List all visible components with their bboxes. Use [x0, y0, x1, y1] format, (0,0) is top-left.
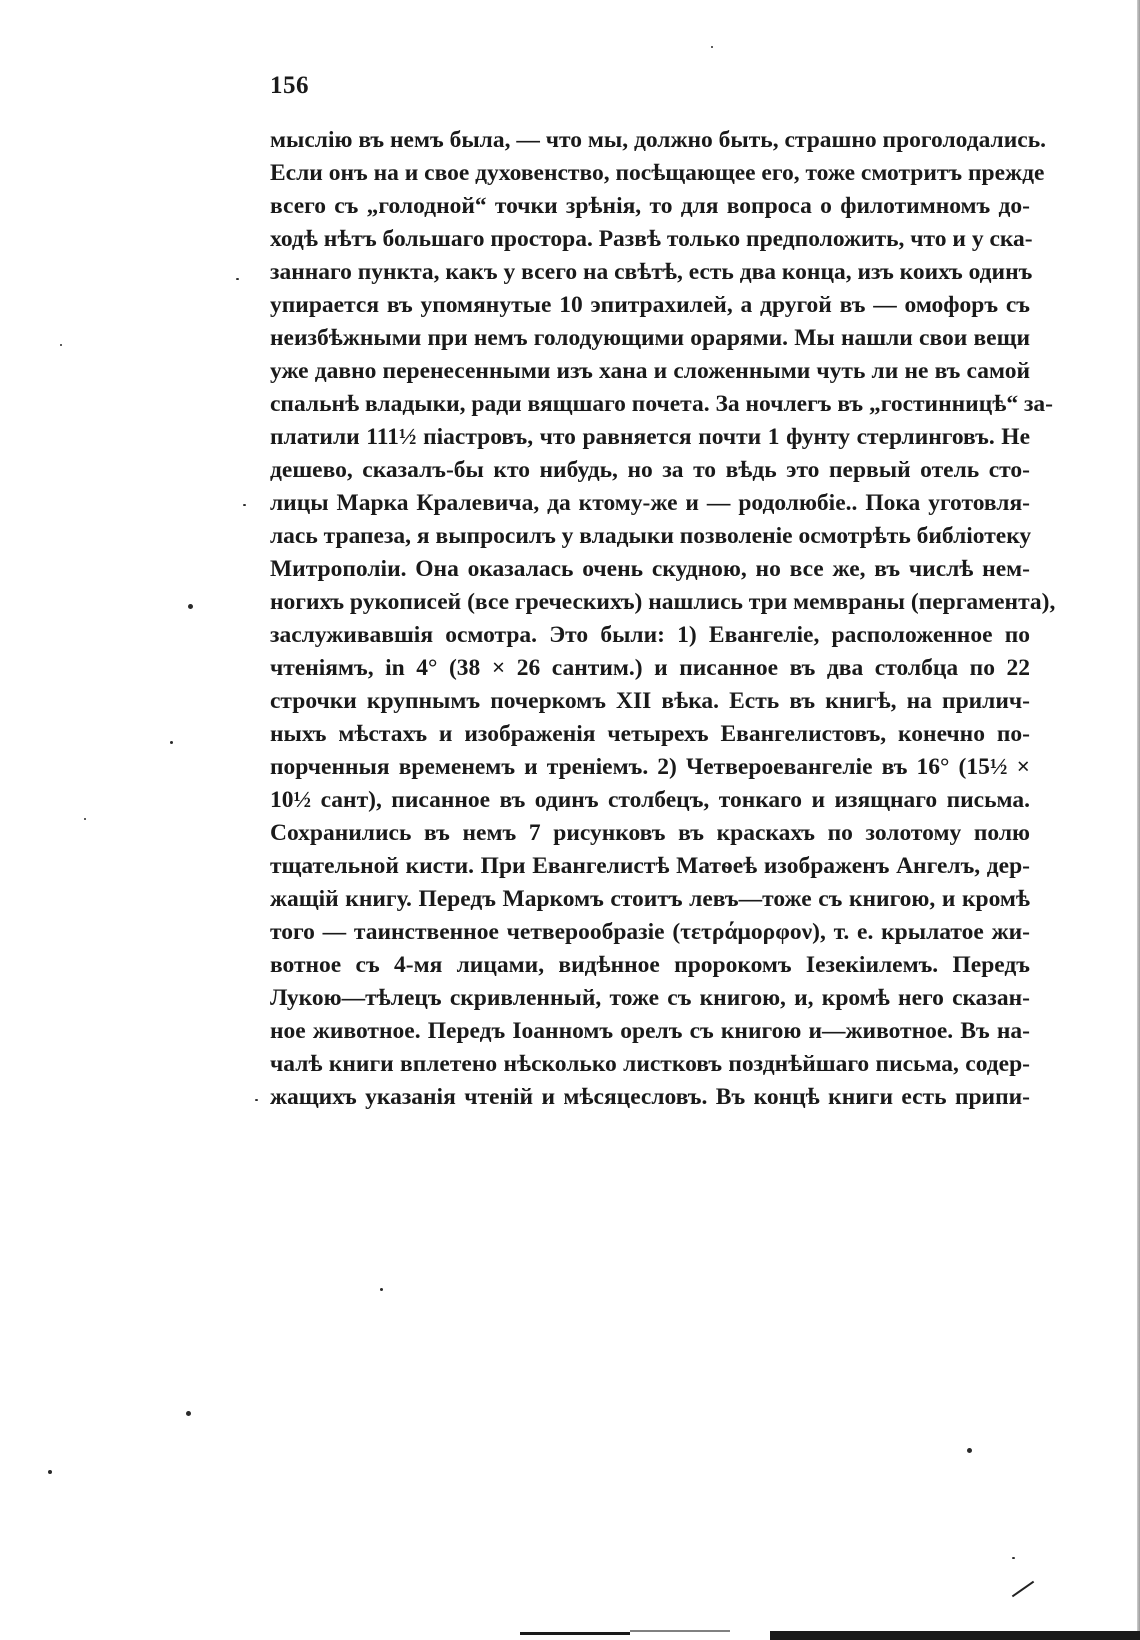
- body-text: [270, 124, 1056, 1114]
- text-line: ногихъ рукописей (все греческихъ) нашлись три мемвраны (пергамента),: [270, 589, 1056, 615]
- text-line: ходѣ нѣтъ большаго простора. Развѣ только предположить, что и у ска-: [270, 226, 1033, 252]
- page-number: 156: [270, 72, 309, 99]
- text-line: упирается въ упомянутые 10 эпитрахилей, а другой въ — омофоръ съ: [270, 292, 1030, 318]
- scan-speck: [1012, 1557, 1015, 1559]
- text-line: Если онъ на и свое духовенство, посѣщающее его, тоже смотритъ прежде: [270, 160, 1045, 186]
- scan-speck: [380, 1288, 383, 1291]
- text-line: строчки крупнымъ почеркомъ XII вѣка. Есть въ книгѣ, на прилич-: [270, 688, 1030, 714]
- text-line: вотное съ 4-мя лицами, видѣнное пророкомъ Іезекіилемъ. Передъ: [270, 952, 1030, 978]
- scan-speck: [60, 344, 62, 346]
- text-line: того — таинственное четверообразіе (τετράμορφον), т. е. крылатое жи-: [270, 919, 1030, 945]
- scan-stroke-mark: [1012, 1581, 1034, 1598]
- text-line: жащій книгу. Передъ Маркомъ стоитъ левъ—тоже съ книгою, и кромѣ: [270, 886, 1030, 912]
- text-line: всего съ „голодной“ точки зрѣнія, то для вопроса о филотимномъ до-: [270, 193, 1030, 219]
- scan-speck: [243, 504, 246, 506]
- text-line: жащихъ указанія чтеній и мѣсяцесловъ. Въ концѣ книги есть припи-: [270, 1084, 1030, 1110]
- scan-speck: [236, 278, 239, 280]
- text-line: лицы Марка Кралевича, да ктому-же и — родолюбіе.. Пока уготовля-: [270, 490, 1030, 516]
- scan-speck: [48, 1470, 52, 1474]
- scan-speck: [188, 604, 193, 609]
- scan-speck: [84, 818, 86, 820]
- text-line: порченныя временемъ и треніемъ. 2) Четвероевангеліе въ 16° (15½ ×: [270, 754, 1030, 780]
- text-line: тщательной кисти. При Евангелистѣ Матѳеѣ изображенъ Ангелъ, дер-: [270, 853, 1030, 879]
- scan-speck: [170, 741, 173, 744]
- text-line: спальнѣ владыки, ради вящшаго почета. За ночлегъ въ „гостинницѣ“ за-: [270, 391, 1054, 417]
- text-line: чтеніямъ, in 4° (38 × 26 сантим.) и писанное въ два столбца по 22: [270, 655, 1030, 681]
- text-line: Митрополіи. Она оказалась очень скудною, но все же, въ числѣ нем-: [270, 556, 1030, 582]
- scan-edge-mark: [770, 1631, 1140, 1640]
- text-line: заннаго пункта, какъ у всего на свѣтѣ, есть два конца, изъ коихъ одинъ: [270, 259, 1033, 285]
- text-line: заслуживавшія осмотра. Это были: 1) Евангеліе, расположенное по: [270, 622, 1030, 648]
- text-line: неизбѣжными при немъ голодующими орарями. Мы нашли свои вещи: [270, 325, 1030, 351]
- text-line: ное животное. Передъ Іоанномъ орелъ съ книгою и—животное. Въ на-: [270, 1018, 1030, 1044]
- text-line: ныхъ мѣстахъ и изображенія четырехъ Евангелистовъ, конечно по-: [270, 721, 1030, 747]
- scan-edge-mark: [630, 1630, 730, 1632]
- scan-speck: [967, 1448, 972, 1453]
- text-line: 10½ сант), писанное въ одинъ столбецъ, тонкаго и изящнаго письма.: [270, 787, 1030, 813]
- text-line: лась трапеза, я выпросилъ у владыки позволеніе осмотрѣть библіотеку: [270, 523, 1032, 549]
- scan-speck: [255, 1099, 258, 1101]
- text-line: дешево, сказалъ-бы кто нибудь, но за то вѣдь это первый отель сто-: [270, 457, 1030, 483]
- scan-speck: [711, 46, 713, 48]
- scan-edge-mark: [520, 1632, 630, 1635]
- text-line: уже давно перенесенными изъ хана и сложенными чуть ли не въ самой: [270, 358, 1030, 384]
- text-line: Сохранились въ немъ 7 рисунковъ въ краскахъ по золотому полю: [270, 820, 1030, 846]
- scan-speck: [186, 1411, 191, 1416]
- text-line: Лукою—тѣлецъ скривленный, тоже съ книгою, и, кромѣ него сказан-: [270, 985, 1030, 1011]
- text-line: чалѣ книги вплетено нѣсколько листковъ позднѣйшаго письма, содер-: [270, 1051, 1030, 1077]
- text-line: мыслію въ немъ была, — что мы, должно быть, страшно проголодались.: [270, 127, 1047, 153]
- text-line: платили 111½ піастровъ, что равняется почти 1 фунту стерлинговъ. Не: [270, 424, 1030, 450]
